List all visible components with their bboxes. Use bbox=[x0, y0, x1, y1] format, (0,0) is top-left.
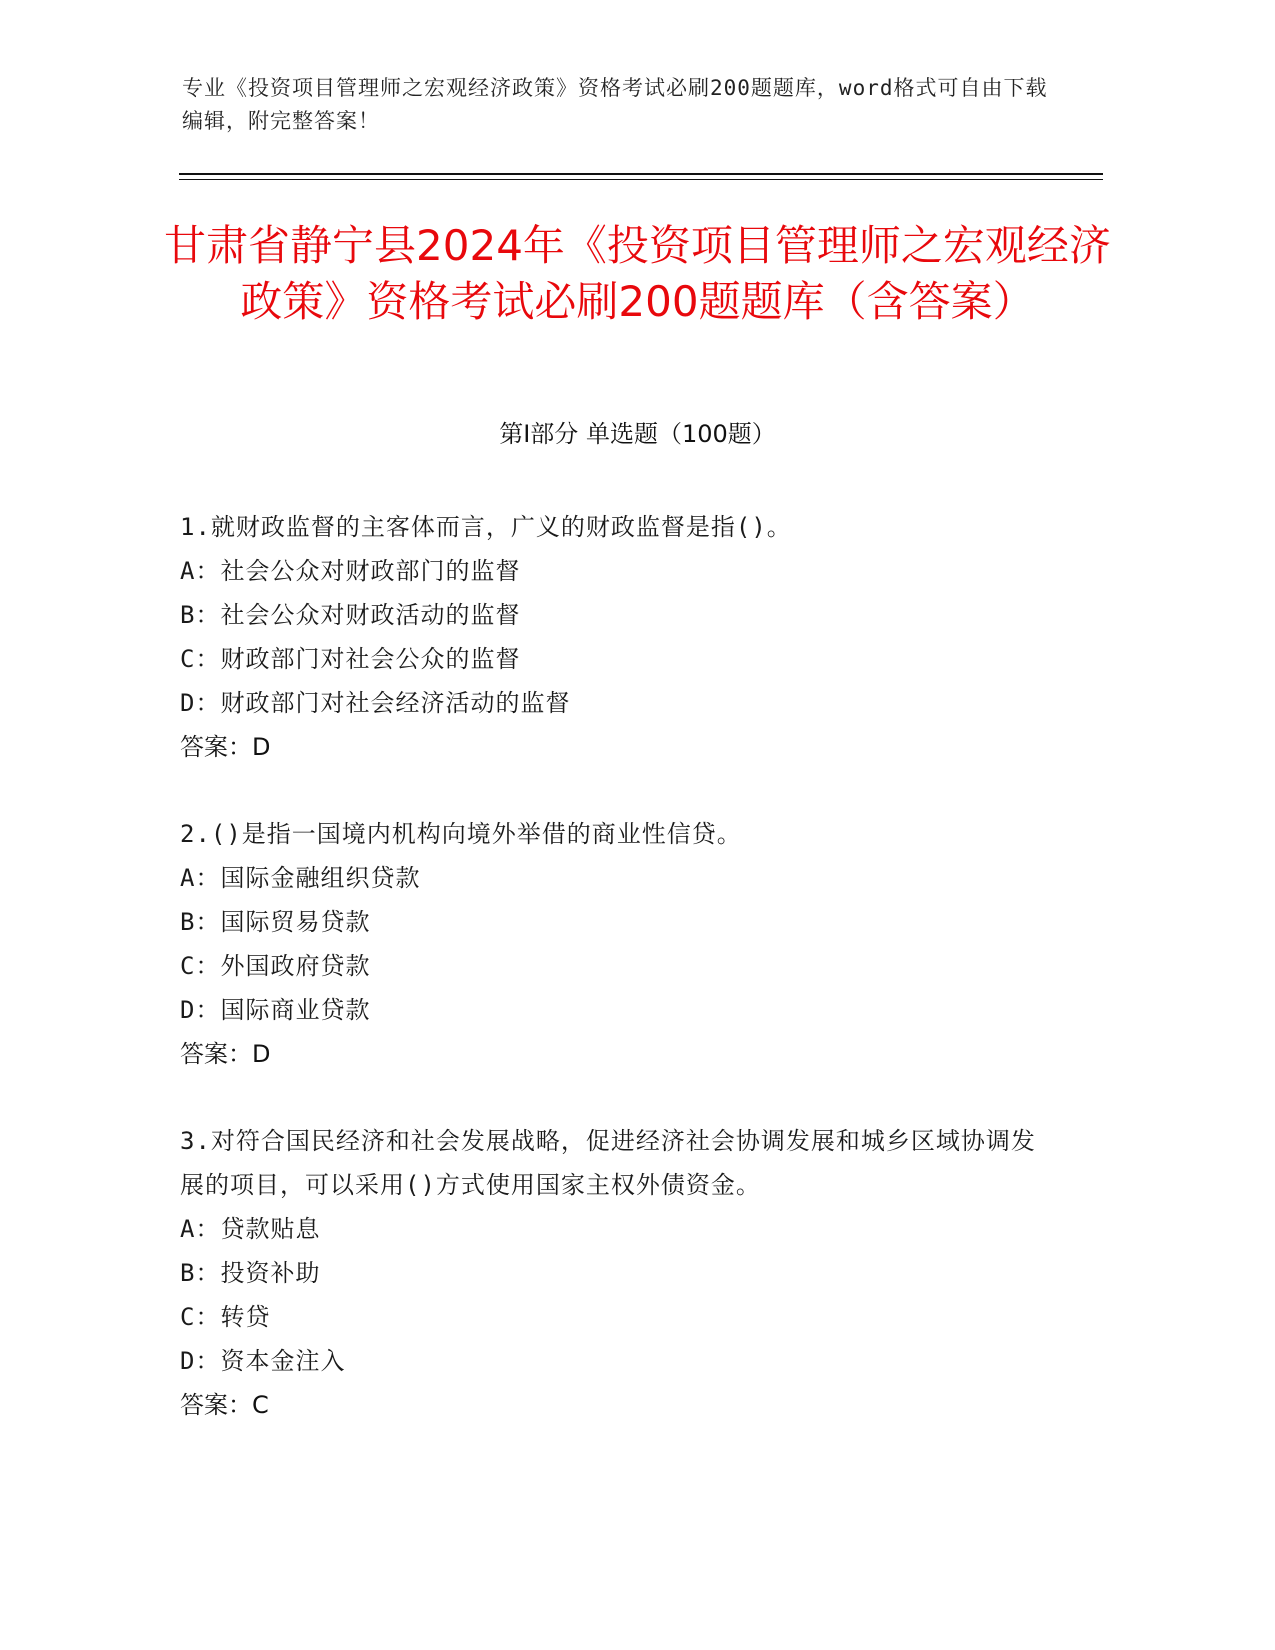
option-c: C：转贷 bbox=[180, 1303, 271, 1331]
question-1 bbox=[180, 505, 1060, 769]
answer-text: 答案：C bbox=[180, 1391, 269, 1419]
question-stem: 2.()是指一国境内机构向境外举借的商业性信贷。 bbox=[180, 820, 742, 848]
answer-text: 答案：D bbox=[180, 733, 271, 761]
question-3 bbox=[180, 1119, 1060, 1427]
header-divider-thick bbox=[179, 173, 1103, 175]
option-c: C：财政部门对社会公众的监督 bbox=[180, 645, 521, 673]
section-title: 第Ⅰ部分 单选题（100题） bbox=[499, 420, 776, 448]
answer-text: 答案：D bbox=[180, 1040, 271, 1068]
question-stem: 3.对符合国民经济和社会发展战略，促进经济社会协调发展和城乡区域协调发展的项目，可以采用()方式使用国家主权外债资金。 bbox=[180, 1127, 1036, 1199]
document-title: 甘肃省静宁县2024年《投资项目管理师之宏观经济政策》资格考试必刷200题题库（含答案） bbox=[164, 221, 1111, 326]
header-note: 专业《投资项目管理师之宏观经济政策》资格考试必刷200题题库，word格式可自由下载编辑，附完整答案！ bbox=[182, 76, 1048, 133]
option-a: A：贷款贴息 bbox=[180, 1215, 321, 1243]
option-b: B：国际贸易贷款 bbox=[180, 908, 371, 936]
header-divider-thin bbox=[179, 179, 1103, 180]
option-d: D：国际商业贷款 bbox=[180, 996, 371, 1024]
question-list bbox=[180, 505, 1060, 1470]
question-stem: 1.就财政监督的主客体而言，广义的财政监督是指()。 bbox=[180, 513, 792, 541]
option-d: D：财政部门对社会经济活动的监督 bbox=[180, 689, 571, 717]
option-c: C：外国政府贷款 bbox=[180, 952, 371, 980]
option-d: D：资本金注入 bbox=[180, 1347, 346, 1375]
question-2 bbox=[180, 812, 1060, 1076]
option-b: B：投资补助 bbox=[180, 1259, 321, 1287]
option-a: A：社会公众对财政部门的监督 bbox=[180, 557, 521, 585]
option-a: A：国际金融组织贷款 bbox=[180, 864, 421, 892]
option-b: B：社会公众对财政活动的监督 bbox=[180, 601, 521, 629]
